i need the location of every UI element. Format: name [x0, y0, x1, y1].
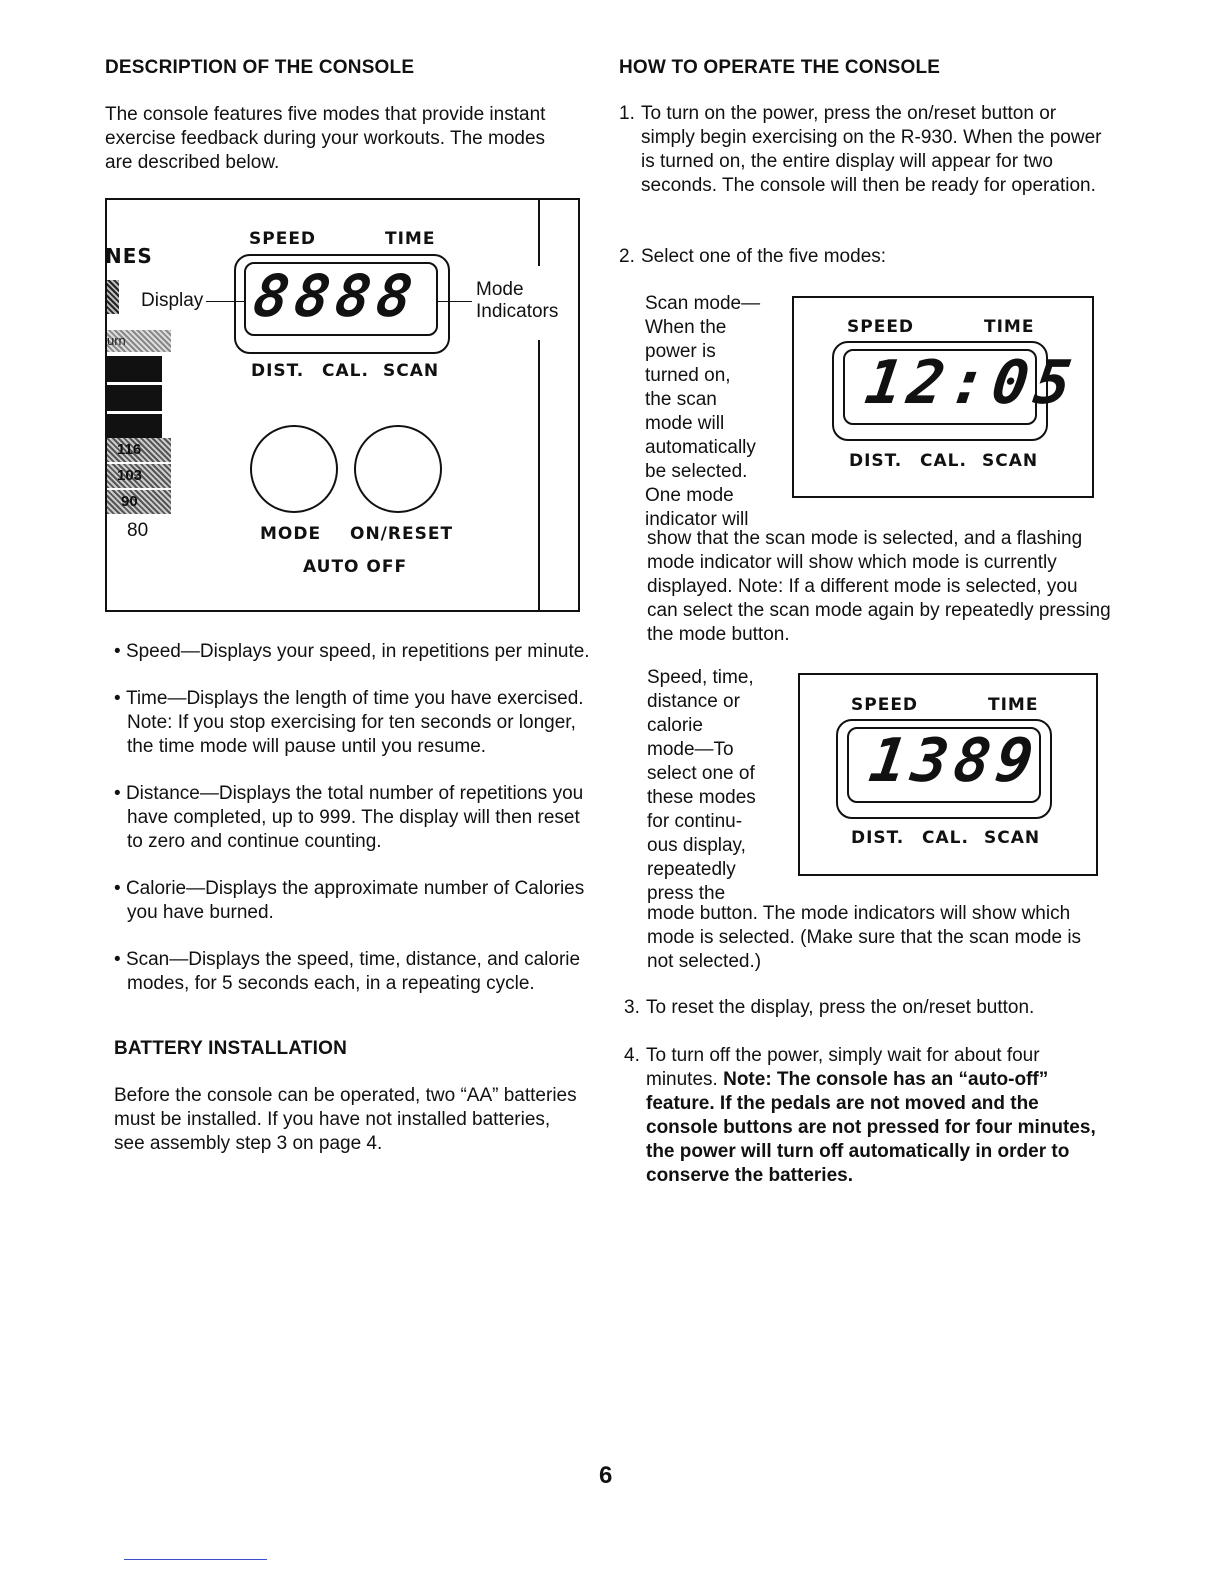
- step-4-bold-note: Note: The console has an “auto-off” feature. If the pedals are not moved and the console buttons are not pressed for four minutes, the power will turn off automatically in order to conserve the batteries.: [646, 1069, 1096, 1186]
- side-value-103: 103: [107, 464, 171, 488]
- speed-label: SPEED: [249, 229, 317, 249]
- auto-off-label: AUTO OFF: [303, 557, 408, 577]
- speed-line: repeatedly: [647, 859, 736, 880]
- step-1: [619, 102, 1109, 222]
- mode-button[interactable]: [250, 425, 338, 513]
- mode-indicators-callout-line: [436, 301, 472, 302]
- speed-line: Speed, time,: [647, 667, 754, 688]
- display2-cal-label: CAL.: [922, 828, 969, 848]
- figure-inner-line-bottom: [538, 340, 540, 610]
- display2-time-label: TIME: [988, 695, 1039, 715]
- speed-line: select one of: [647, 763, 755, 784]
- side-bar-2: [107, 385, 162, 411]
- display1-dist-label: DIST.: [849, 451, 903, 471]
- mode-indicators-line2: Indicators: [476, 301, 559, 322]
- side-bar-3: [107, 414, 162, 438]
- step-4-text: [646, 1044, 1114, 1188]
- figure-right-edge: [578, 198, 580, 610]
- dist-label: DIST.: [251, 361, 305, 381]
- display-callout-label: Display: [141, 290, 204, 311]
- display1-time-label: TIME: [984, 317, 1035, 337]
- scan-line: indicator will: [645, 509, 749, 530]
- battery-heading: BATTERY INSTALLATION: [114, 1038, 348, 1059]
- speed-line: for continu-: [647, 811, 743, 832]
- step-1-number: 1.: [619, 103, 635, 124]
- figure-inner-line-top: [538, 198, 540, 266]
- side-value-80: 80: [127, 520, 149, 541]
- side-indicator-urn: urn: [107, 330, 171, 352]
- cal-label: CAL.: [322, 361, 369, 381]
- step-3: [624, 996, 1114, 1020]
- onreset-button[interactable]: [354, 425, 442, 513]
- speed-mode-continued: mode button. The mode indicators will show which mode is selected. (Make sure that the scan mode is not selected.): [647, 903, 1082, 972]
- step-2: [619, 245, 1109, 269]
- display2-dist-label: DIST.: [851, 828, 905, 848]
- speed-line: mode—To: [647, 739, 734, 760]
- scan-line: Scan mode—: [645, 293, 761, 314]
- scan-label: SCAN: [383, 361, 440, 381]
- console-intro: The console features five modes that provide instant exercise feedback during your workouts. The modes are described below.: [105, 104, 546, 173]
- side-indicator-small: [107, 280, 119, 314]
- onreset-button-label: ON/RESET: [350, 524, 454, 544]
- bullet-time: • Time—Displays the length of time you have exercised. Note: If you stop exercising for ten seconds or longer, the time mode will pause until you resume.: [114, 687, 592, 759]
- partial-label: NES: [105, 244, 153, 268]
- step-2-text: Select one of the five modes:: [641, 246, 887, 267]
- speed-mode-text: [647, 666, 797, 906]
- battery-text: Before the console can be operated, two “AA” batteries must be installed. If you have not installed batteries, see assembly step 3 on page 4.: [114, 1085, 577, 1154]
- step-3-number: 3.: [624, 997, 640, 1018]
- page-number: 6: [599, 1462, 613, 1489]
- scan-line: When the: [645, 317, 727, 338]
- mode-indicators-line1: Mode: [476, 279, 524, 300]
- display1-cal-label: CAL.: [920, 451, 967, 471]
- speed-line: calorie: [647, 715, 703, 736]
- step-1-text: To turn on the power, press the on/reset button or simply begin exercising on the R-930. When the power is turned on, the entire display will appear for two seconds. The console will then be ready for operation.: [641, 103, 1102, 196]
- step-4: [624, 1044, 1114, 1189]
- bullet-scan: • Scan—Displays the speed, time, distance, and calorie modes, for 5 seconds each, in a repeating cycle.: [114, 948, 592, 996]
- scan-line: automatically: [645, 437, 756, 458]
- scan-line: the scan: [645, 389, 717, 410]
- step-3-text: To reset the display, press the on/reset button.: [646, 997, 1035, 1018]
- console-description-heading: DESCRIPTION OF THE CONSOLE: [105, 57, 415, 78]
- display2-value: 1389: [865, 726, 1044, 796]
- bullet-speed: • Speed—Displays your speed, in repetitions per minute.: [114, 640, 592, 664]
- display1-value: 12:05: [861, 348, 1082, 418]
- speed-line: these modes: [647, 787, 756, 808]
- side-value-90: 90: [107, 490, 171, 514]
- scan-line: turned on,: [645, 365, 731, 386]
- operate-heading: HOW TO OPERATE THE CONSOLE: [619, 57, 941, 78]
- speed-line: distance or: [647, 691, 740, 712]
- display1-speed-label: SPEED: [847, 317, 915, 337]
- bullet-distance: • Distance—Displays the total number of repetitions you have completed, up to 999. The display will then reset to zero and continue counting.: [114, 782, 592, 854]
- speed-line: ous display,: [647, 835, 746, 856]
- step-4-number: 4.: [624, 1045, 640, 1066]
- side-value-116: 116: [107, 438, 171, 462]
- mode-bullet-list: [114, 640, 592, 996]
- bottom-rule: [124, 1559, 267, 1560]
- scan-line: mode will: [645, 413, 725, 434]
- mode-indicators-label: [476, 279, 558, 323]
- scan-line: be selected.: [645, 461, 748, 482]
- speed-line: press the: [647, 883, 726, 904]
- scan-line: One mode: [645, 485, 734, 506]
- scan-mode-continued: show that the scan mode is selected, and a flashing mode indicator will show which mode is currently displayed. Note: If a different mode is selected, you can select the scan mode again by repeatedly pressing the mode button.: [647, 528, 1111, 645]
- display-callout-line: [206, 301, 246, 302]
- display1-scan-label: SCAN: [982, 451, 1039, 471]
- display2-scan-label: SCAN: [984, 828, 1041, 848]
- step-4-plain: To turn off the power, simply wait for about four minutes.: [646, 1045, 1040, 1090]
- scan-mode-text: [645, 292, 795, 532]
- step-2-number: 2.: [619, 246, 635, 267]
- display2-speed-label: SPEED: [851, 695, 919, 715]
- scan-line: power is: [645, 341, 716, 362]
- lcd-digits: 8888: [249, 262, 423, 330]
- side-bar-1: [107, 356, 162, 382]
- bullet-calorie: • Calorie—Displays the approximate number of Calories you have burned.: [114, 877, 592, 925]
- time-label: TIME: [385, 229, 436, 249]
- mode-button-label: MODE: [260, 524, 322, 544]
